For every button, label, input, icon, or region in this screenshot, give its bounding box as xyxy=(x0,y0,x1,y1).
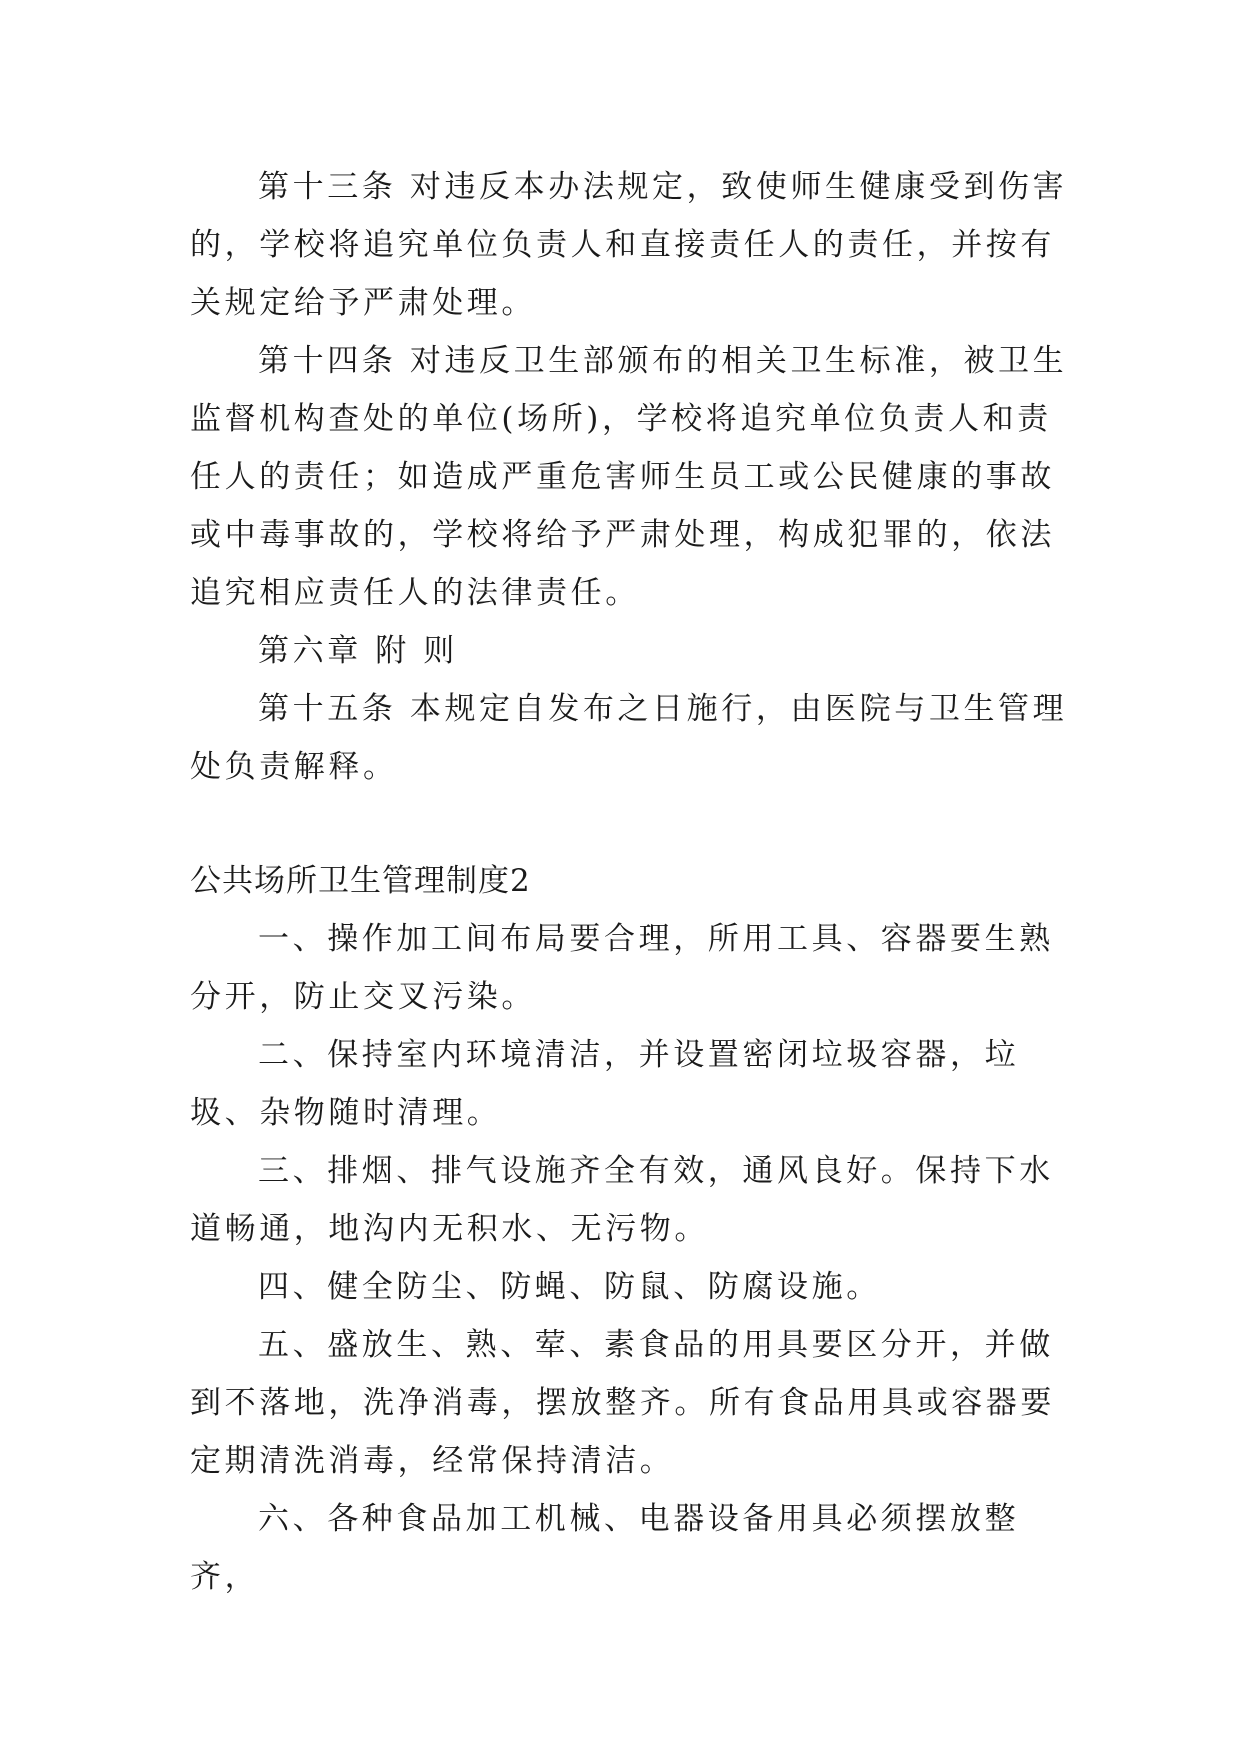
rule-6: 六、各种食品加工机械、电器设备用具必须摆放整齐， xyxy=(190,1501,1020,1595)
rule-1: 一、操作加工间布局要合理，所用工具、容器要生熟分开，防止交叉污染。 xyxy=(190,921,1054,1015)
document-body xyxy=(190,158,1070,1606)
article-15: 第十五条 本规定自发布之日施行，由医院与卫生管理处负责解释。 xyxy=(190,691,1068,785)
rule-5: 五、盛放生、熟、荤、素食品的用具要区分开，并做到不落地，洗净消毒，摆放整齐。所有食品用具或容器要定期清洗消毒，经常保持清洁。 xyxy=(190,1327,1055,1479)
article-14: 第十四条 对违反卫生部颁布的相关卫生标准，被卫生监督机构查处的单位(场所)，学校将追究单位负责人和责任人的责任；如造成严重危害师生员工或公民健康的事故或中毒事故的，学校将给予严肃处理，构成犯罪的，依法追究相应责任人的法律责任。 xyxy=(190,343,1068,611)
section-title: 公共场所卫生管理制度2 xyxy=(190,863,531,899)
rule-3: 三、排烟、排气设施齐全有效，通风良好。保持下水道畅通，地沟内无积水、无污物。 xyxy=(190,1153,1054,1247)
rule-4: 四、健全防尘、防蝇、防鼠、防腐设施。 xyxy=(258,1269,881,1305)
rule-2: 二、保持室内环境清洁，并设置密闭垃圾容器，垃圾、杂物随时清理。 xyxy=(190,1037,1020,1131)
chapter-6-heading: 第六章 附 则 xyxy=(258,633,458,669)
article-13: 第十三条 对违反本办法规定，致使师生健康受到伤害的，学校将追究单位负责人和直接责任人的责任，并按有关规定给予严肃处理。 xyxy=(190,169,1068,321)
